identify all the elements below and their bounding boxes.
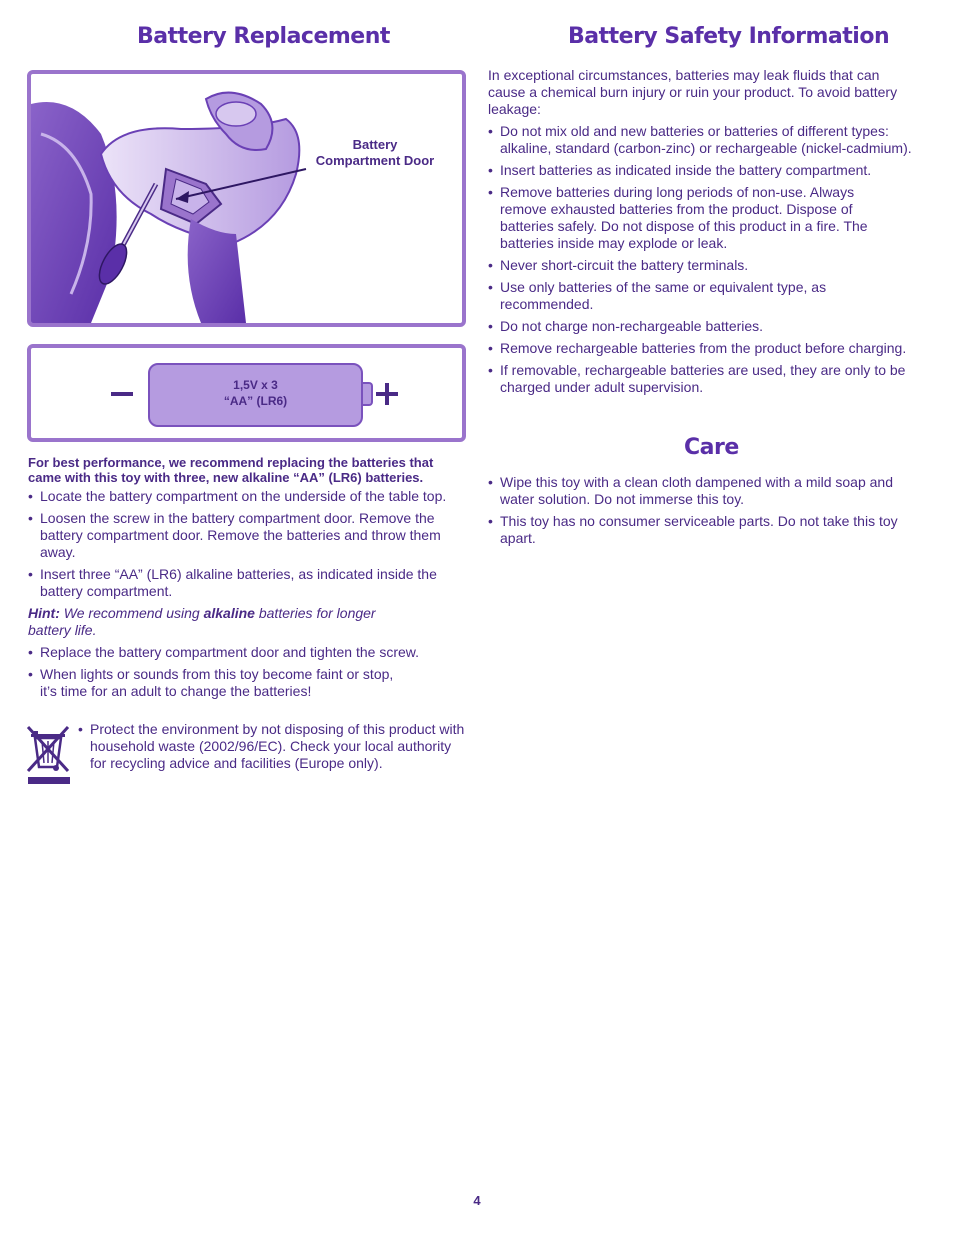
safety-item: • Remove rechargeable batteries from the product before charging.	[488, 340, 928, 357]
safety-item: • Do not charge non-rechargeable batteries.	[488, 318, 928, 335]
care-item: • Wipe this toy with a clean cloth dampened with a mild soap and water solution. Do not immerse this toy.	[488, 474, 928, 508]
environment-text: • Protect the environment by not disposing of this product with household waste (2002/96/EC). Check your local authority for recycling advice and facilities (Europe only).	[78, 721, 466, 772]
battery-safety-heading: Battery Safety Information	[568, 24, 890, 49]
step-item: • Locate the battery compartment on the underside of the table top.	[28, 488, 466, 505]
battery-voltage: 1,5V x 3	[233, 378, 278, 392]
care-item: • This toy has no consumer serviceable parts. Do not take this toy apart.	[488, 513, 928, 547]
environment-note	[78, 721, 466, 777]
battery-type: “AA” (LR6)	[223, 394, 288, 408]
care-text	[488, 474, 928, 552]
safety-item: • Insert batteries as indicated inside the battery compartment.	[488, 162, 928, 179]
safety-item: • Remove batteries during long periods of non-use. Always remove exhausted batteries from the product. Dispose of batteries safely. Do not dispose of this product in a fire. The batteries inside may explode or leak.	[488, 184, 928, 252]
safety-item: • Do not mix old and new batteries or batteries of different types: alkaline, standard (carbon-zinc) or rechargeable (nickel-cadmium).	[488, 123, 928, 157]
hint-label: Hint:	[28, 605, 60, 621]
safety-item: • Use only batteries of the same or equivalent type, as recommended.	[488, 279, 928, 313]
hint-bold: alkaline	[203, 605, 255, 621]
safety-intro: In exceptional circumstances, batteries may leak fluids that can cause a chemical burn injury or ruin your product. To avoid battery leakage:	[488, 67, 898, 117]
page-number: 4	[473, 1193, 481, 1208]
safety-item: • Never short-circuit the battery terminals.	[488, 257, 928, 274]
battery-diagram-frame	[27, 344, 466, 442]
callout-battery-compartment-door	[300, 137, 450, 169]
step-item: • Insert three “AA” (LR6) alkaline batteries, as indicated inside the battery compartment.	[28, 566, 466, 600]
battery-tip	[363, 382, 373, 406]
recommendation-text: For best performance, we recommend replacing the batteries that came with this toy with three, new alkaline “AA” (LR6) batteries.	[28, 455, 434, 485]
callout-line-1: Battery	[352, 137, 398, 152]
battery-replacement-text	[28, 455, 466, 705]
hint-post: batteries for longer battery life.	[28, 605, 376, 638]
battery-safety-text	[488, 67, 928, 401]
care-heading: Care	[684, 435, 739, 460]
step-item: • Replace the battery compartment door and tighten the screw.	[28, 644, 466, 661]
toy-underside-illustration	[31, 74, 462, 323]
negative-terminal-symbol	[111, 392, 133, 396]
product-illustration-frame	[27, 70, 466, 327]
safety-item: • If removable, rechargeable batteries are used, they are only to be charged under adult supervision.	[488, 362, 928, 396]
callout-line-2: Compartment Door	[315, 153, 435, 168]
step-item: • When lights or sounds from this toy become faint or stop, it’s time for an adult to change the batteries!	[28, 666, 466, 700]
weee-crossed-bin-icon	[26, 723, 72, 785]
battery-label	[148, 377, 363, 409]
positive-terminal-symbol-vertical	[385, 383, 389, 405]
hint-pre: We recommend using	[59, 605, 204, 621]
hint-text	[28, 605, 466, 639]
step-item: • Loosen the screw in the battery compartment door. Remove the battery compartment door. Remove the batteries and throw them away.	[28, 510, 466, 561]
battery-replacement-heading: Battery Replacement	[137, 24, 390, 49]
